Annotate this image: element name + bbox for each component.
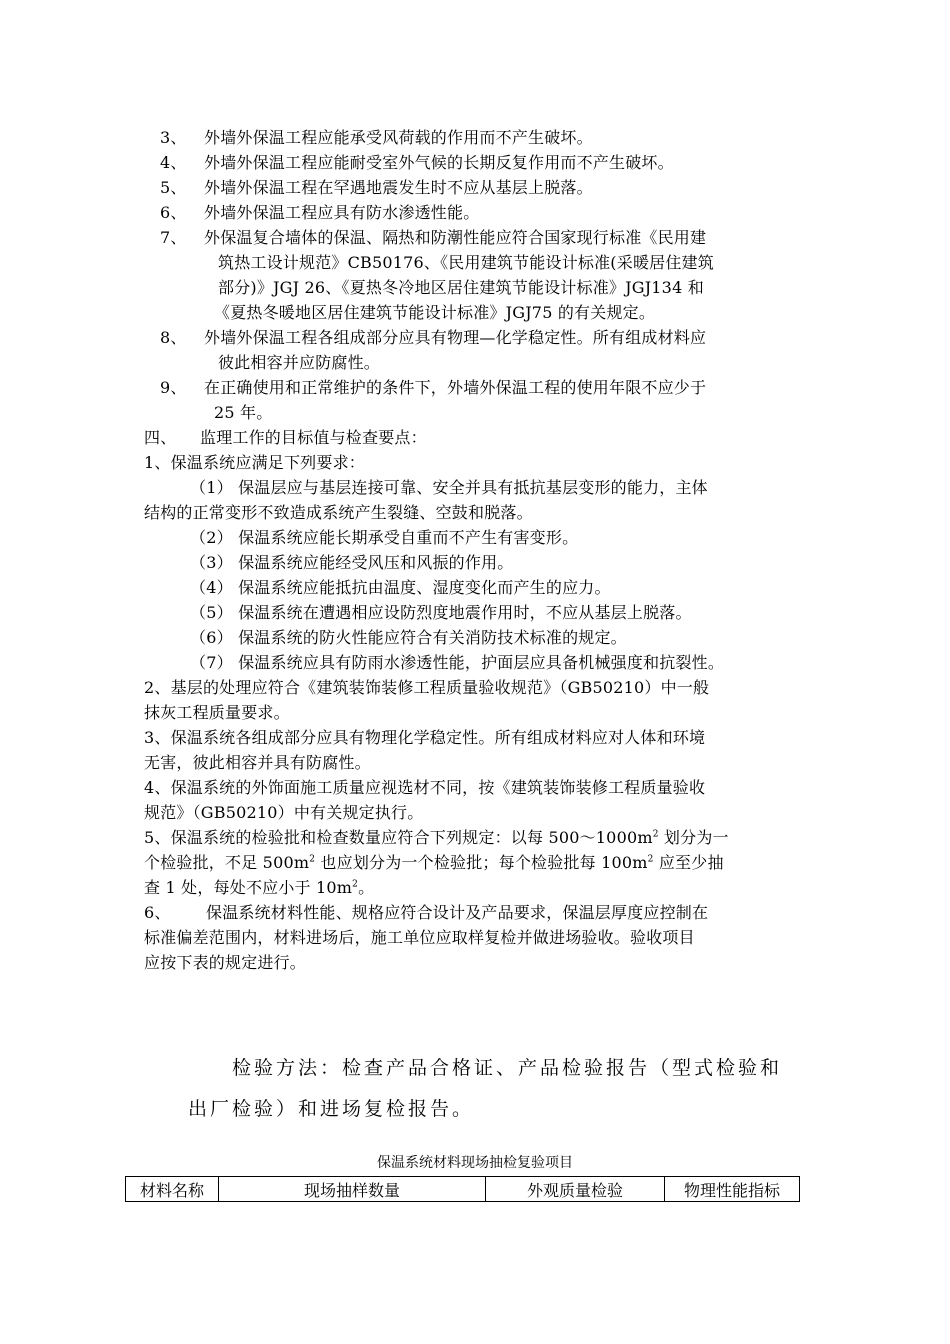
req-7-num: 7、	[160, 228, 187, 247]
item-1-sub-1-line-1: （1） 保温层应与基层连接可靠、安全并具有抵抗基层变形的能力，主体	[190, 478, 708, 497]
superscript-2: 2	[352, 879, 359, 890]
item-1-sub-5: （5） 保温系统在遭遇相应设防烈度地震作用时，不应从基层上脱落。	[190, 603, 692, 622]
superscript-2: 2	[309, 854, 316, 865]
item-4-line-1: 4、保温系统的外饰面施工质量应视选材不同，按《建筑装饰装修工程质量验收	[144, 778, 706, 797]
req-3-num: 3、	[160, 128, 187, 147]
req-5-num: 5、	[160, 178, 187, 197]
item-1-sub-6: （6） 保温系统的防火性能应符合有关消防技术标准的规定。	[190, 628, 627, 647]
req-7-line-2: 筑热工设计规范》CB50176、《民用建筑节能设计标准(采暖居住建筑	[218, 253, 714, 272]
item-1-sub-1-line-2: 结构的正常变形不致造成系统产生裂缝、空鼓和脱落。	[144, 503, 533, 522]
req-3-text: 外墙外保温工程应能承受风荷载的作用而不产生破坏。	[204, 128, 593, 147]
item-5-line-1: 5、保温系统的检验批和检查数量应符合下列规定：以每 $500\sim 1000m^2$ 划分为一	[144, 828, 729, 847]
superscript-2: 2	[647, 854, 654, 865]
item-2-line-2: 抹灰工程质量要求。	[144, 703, 290, 722]
item-6-line-1: 保温系统材料性能、规格应符合设计及产品要求，保温层厚度应控制在	[206, 903, 709, 922]
section-4-title: 监理工作的目标值与检查要点：	[200, 428, 427, 447]
req-4-num: 4、	[160, 153, 187, 172]
superscript-2: 2	[652, 829, 659, 840]
section-4-num: 四、	[144, 428, 177, 447]
req-7-line-3: 部分)》JGJ 26、《夏热冬冷地区居住建筑节能设计标准》JGJ134 和	[218, 278, 704, 297]
item-3-line-1: 3、保温系统各组成部分应具有物理化学稳定性。所有组成材料应对人体和环境	[144, 728, 706, 747]
materials-table	[125, 1176, 800, 1202]
req-8-num: 8、	[160, 328, 187, 347]
item-2-line-1: 2、基层的处理应符合《建筑装饰装修工程质量验收规范》（GB50210）中一般	[144, 678, 710, 697]
req-6-text: 外墙外保温工程应具有防水渗透性能。	[204, 203, 480, 222]
req-9-line-1: 在正确使用和正常维护的条件下，外墙外保温工程的使用年限不应少于	[204, 378, 707, 397]
inspection-line-1: 检验方法：检查产品合格证、产品检验报告（型式检验和	[232, 1057, 783, 1079]
item-1-sub-2: （2） 保温系统应能长期承受自重而不产生有害变形。	[190, 528, 579, 547]
header-sample-quantity: 现场抽样数量	[219, 1177, 486, 1202]
item-1-sub-7: （7） 保温系统应具有防雨水渗透性能，护面层应具备机械强度和抗裂性。	[190, 653, 725, 672]
req-9-line-2: 25 年。	[214, 403, 273, 422]
item-6-line-2: 标准偏差范围内，材料进场后，施工单位应取样复检并做进场验收。验收项目	[144, 928, 695, 947]
table-caption: 保温系统材料现场抽检复验项目	[377, 1155, 573, 1171]
table-header-row	[126, 1177, 800, 1202]
item-1-sub-3: （3） 保温系统应能经受风压和风振的作用。	[190, 553, 514, 572]
header-material-name: 材料名称	[126, 1177, 219, 1202]
header-physical-index: 物理性能指标	[665, 1177, 800, 1202]
req-7-line-1: 外保温复合墙体的保温、隔热和防潮性能应符合国家现行标准《民用建	[204, 228, 707, 247]
item-3-line-2: 无害，彼此相容并具有防腐性。	[144, 753, 371, 772]
req-7-line-4: 《夏热冬暖地区居住建筑节能设计标准》JGJ75 的有关规定。	[214, 303, 656, 322]
item-5-line-2: 个检验批，不足 $500m^2$ 也应划分为一个检验批；每个检验批每 $100m^2$ 应至少抽	[144, 853, 724, 872]
item-6-line-3: 应按下表的规定进行。	[144, 953, 307, 972]
req-8-line-1: 外墙外保温工程各组成部分应具有物理—化学稳定性。所有组成材料应	[204, 328, 707, 347]
item-1-sub-4: （4） 保温系统应能抵抗由温度、湿度变化而产生的应力。	[190, 578, 611, 597]
inspection-line-2: 出厂检验）和进场复检报告。	[188, 1098, 475, 1120]
item-5-line-3: 查 1 处，每处不应小于 $10m^2$。	[144, 878, 375, 897]
req-6-num: 6、	[160, 203, 187, 222]
item-6-num: 6、	[144, 903, 171, 922]
req-4-text: 外墙外保温工程应能耐受室外气候的长期反复作用而不产生破坏。	[204, 153, 674, 172]
item-1-title: 1、保温系统应满足下列要求：	[144, 453, 365, 472]
req-9-num: 9、	[160, 378, 187, 397]
req-8-line-2: 彼此相容并应防腐性。	[218, 353, 381, 372]
header-appearance-check: 外观质量检验	[486, 1177, 665, 1202]
item-4-line-2: 规范》（GB50210）中有关规定执行。	[144, 803, 424, 822]
req-5-text: 外墙外保温工程在罕遇地震发生时不应从基层上脱落。	[204, 178, 593, 197]
